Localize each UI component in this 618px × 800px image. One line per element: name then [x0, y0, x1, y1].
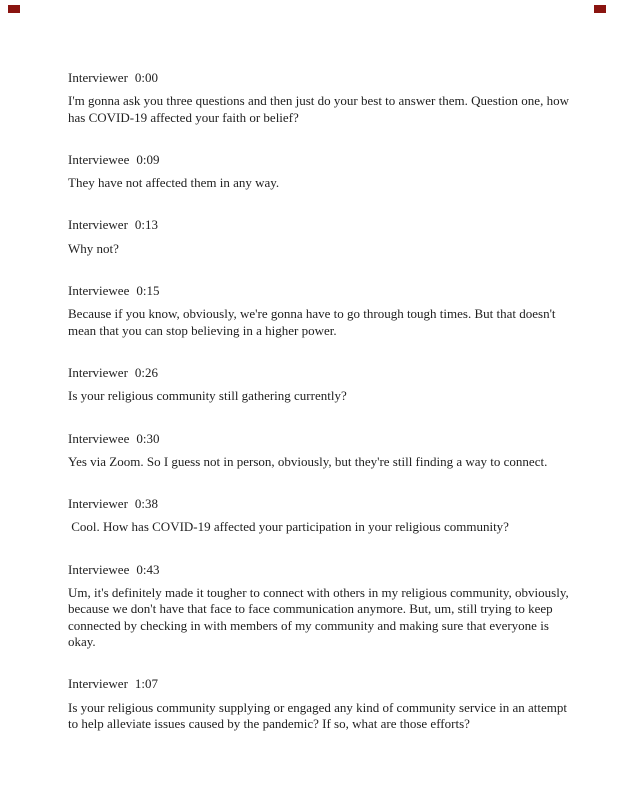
utterance-line: Is your religious community still gathering currently?: [68, 388, 347, 404]
speaker-line: [68, 562, 578, 578]
utterance-line: okay.: [68, 633, 96, 649]
timestamp: 0:26: [134, 364, 159, 380]
transcript-entry: [68, 496, 578, 536]
transcript-entry: [68, 152, 578, 192]
utterance: [68, 241, 578, 257]
transcript: [68, 70, 578, 758]
speaker-name: Interviewee: [68, 561, 130, 577]
speaker-line: [68, 217, 578, 233]
transcript-entry: [68, 217, 578, 257]
timestamp: 0:30: [136, 430, 160, 446]
utterance-line: to help alleviate issues caused by the pandemic? If so, what are those efforts?: [68, 715, 470, 731]
speaker-line: [68, 496, 578, 512]
speaker-name: Interviewer: [68, 676, 128, 692]
timestamp: 1:07: [134, 676, 159, 692]
speaker-line: [68, 676, 578, 692]
utterance-line: They have not affected them in any way.: [68, 175, 280, 191]
utterance: [68, 388, 578, 404]
timestamp: 0:13: [134, 217, 159, 233]
utterance-line: Um, it's definitely made it tougher to connect with others in my religious community, obviously,: [68, 585, 569, 601]
utterance-line: mean that you can stop believing in a higher power.: [68, 322, 337, 338]
transcript-entry: [68, 562, 578, 650]
corner-mark-top-right: [594, 5, 606, 13]
utterance-line: has COVID-19 affected your faith or belief?: [68, 109, 299, 125]
utterance-line: I'm gonna ask you three questions and then just do your best to answer them. Question one, how: [68, 93, 569, 109]
transcript-entry: [68, 70, 578, 126]
utterance: [68, 700, 578, 733]
utterance-line: Is your religious community supplying or engaged any kind of community service in an attempt: [68, 699, 567, 715]
speaker-line: [68, 431, 578, 447]
utterance-line: connected by checking in with members of my community and making sure that everyone is: [68, 617, 549, 633]
transcript-entry: [68, 365, 578, 405]
speaker-name: Interviewer: [68, 496, 128, 512]
timestamp: 0:09: [136, 151, 160, 167]
utterance: [68, 454, 578, 470]
speaker-name: Interviewer: [68, 364, 128, 380]
timestamp: 0:15: [136, 283, 160, 299]
transcript-entry: [68, 283, 578, 339]
speaker-name: Interviewee: [68, 151, 130, 167]
speaker-line: [68, 152, 578, 168]
utterance: [68, 93, 578, 126]
utterance: [68, 175, 578, 191]
corner-mark-top-left: [8, 5, 20, 13]
utterance: [68, 519, 578, 535]
utterance-line: Why not?: [68, 240, 119, 256]
utterance-line: because we don't have that face to face communication anymore. But, um, still trying to keep: [68, 601, 553, 617]
speaker-name: Interviewee: [68, 283, 130, 299]
speaker-line: [68, 283, 578, 299]
timestamp: 0:00: [134, 70, 159, 85]
speaker-name: Interviewer: [68, 70, 128, 85]
utterance-line: Because if you know, obviously, we're gonna have to go through tough times. But that doesn't: [68, 306, 556, 322]
transcript-entry: [68, 676, 578, 732]
timestamp: 0:38: [134, 496, 159, 512]
speaker-line: [68, 365, 578, 381]
timestamp: 0:43: [136, 561, 160, 577]
utterance: [68, 585, 578, 650]
speaker-name: Interviewer: [68, 217, 128, 233]
utterance-line: Yes via Zoom. So I guess not in person, obviously, but they're still finding a way to connect.: [68, 453, 548, 469]
utterance-line: Cool. How has COVID-19 affected your participation in your religious community?: [68, 519, 509, 535]
utterance: [68, 306, 578, 339]
speaker-line: [68, 70, 578, 86]
transcript-entry: [68, 431, 578, 471]
speaker-name: Interviewee: [68, 430, 130, 446]
